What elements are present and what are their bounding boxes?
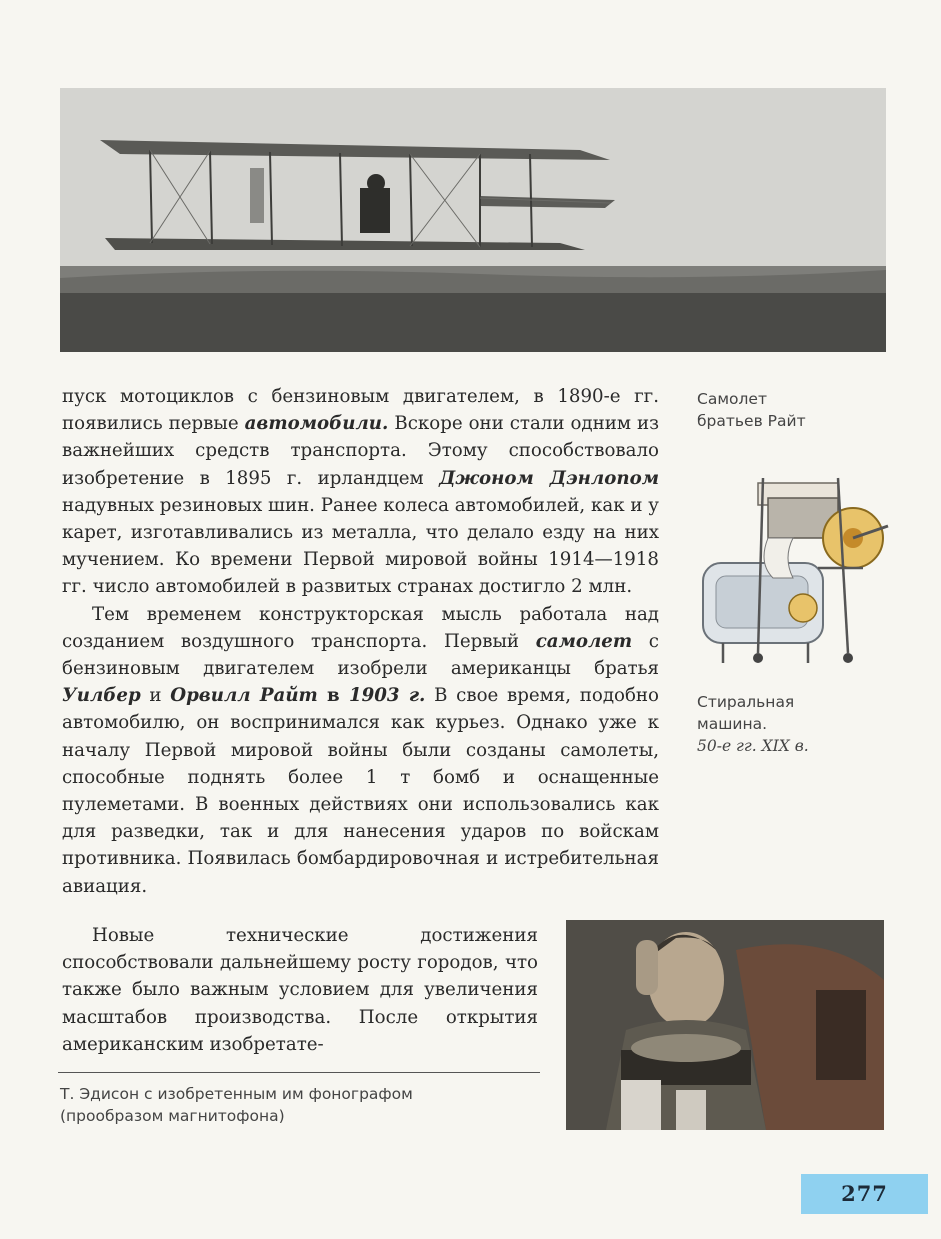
washing-machine-illustration <box>698 468 898 673</box>
caption-divider <box>58 1072 540 1073</box>
text-run: с бензиновым двигателем изобрели американцы братья <box>62 630 659 680</box>
text-run: надувных резиновых шин. Ранее колеса автомобилей, как и у карет, изготавливались из металла, что делало езду на них мучением. Ко времени Первой мировой войны 1914—1918 гг. число автомобилей в развитых странах достигло 2 млн. <box>62 494 659 598</box>
caption-line: Самолет <box>697 390 767 408</box>
text-run: Вскоре они стали одним из важнейших средств транспорта. Этому способствовало изобретение в 1895 г. ирландцем <box>62 413 659 489</box>
caption-line: (прообразом магнитофона) <box>60 1107 285 1125</box>
washer-caption <box>697 691 897 757</box>
wright-plane-photo <box>60 88 886 352</box>
text-run: Тем временем конструкторская мысль работала над созданием воздушного транспорта. Первый <box>62 603 659 652</box>
term-automobiles: автомобили. <box>244 413 389 435</box>
text-run: пуск мотоциклов с бензиновым двигателем, в 1890-е гг. появились первые <box>62 386 659 435</box>
text-run: и <box>140 685 171 707</box>
plane-caption <box>697 388 897 432</box>
caption-line: Т. Эдисон с изобретенным им фонографом <box>60 1085 413 1103</box>
caption-line: Стиральная <box>697 693 795 711</box>
edison-caption <box>60 1083 530 1127</box>
paragraph-automobiles <box>62 383 659 601</box>
biplane-illustration <box>60 88 886 352</box>
text-run: в <box>317 685 349 707</box>
caption-line: братьев Райт <box>697 412 806 430</box>
washing-machine-drawing <box>698 468 898 673</box>
page-number: 277 <box>801 1174 928 1214</box>
name-wilbur: Уилбер <box>62 685 141 707</box>
year-1903: 1903 г. <box>348 685 426 707</box>
paragraph-cities: Новые технические достижения способствовали дальнейшему росту городов, что также было важным условием для увеличения масштабов производства. После открытия американским изобретате- <box>62 925 538 1055</box>
caption-date: 50-е гг. XIX в. <box>697 737 809 755</box>
name-dunlop: Джоном Дэнлопом <box>439 467 660 489</box>
edison-phonograph-photo <box>566 920 884 1130</box>
name-orville-wright: Орвилл Райт <box>170 685 318 707</box>
text-run: В свое время, подобно автомобилю, он воспринимался как курьез. Однако уже к началу Первой мировой войны были созданы самолеты, способные поднять более 1 т бомб и оснащенные пулеметами. В военных действиях они использовались как для разведки, так и для нанесения ударов по войскам противника. Появилась бомбардировочная и истребительная авиация. <box>62 685 659 897</box>
term-airplane: самолет <box>535 630 633 652</box>
edison-illustration <box>566 920 884 1130</box>
paragraph-airplane <box>62 601 659 900</box>
caption-line: машина. <box>697 715 768 733</box>
main-text <box>62 383 659 900</box>
